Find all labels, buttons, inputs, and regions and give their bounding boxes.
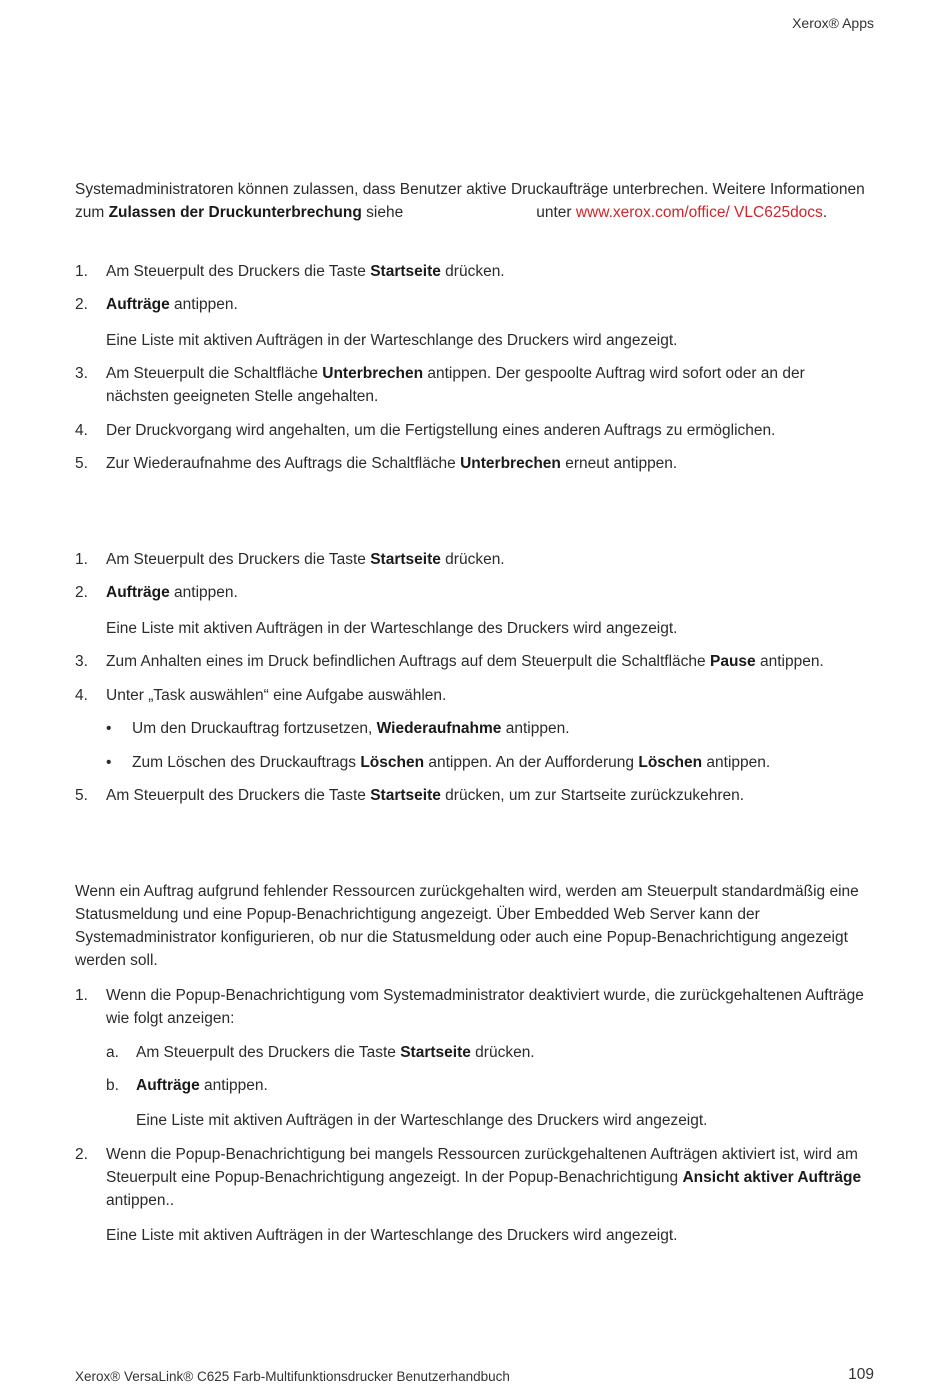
running-header: Xerox® Apps	[792, 15, 874, 31]
section3-step-1b-note: Eine Liste mit aktiven Aufträgen in der Warteschlange des Druckers wird angezeigt.	[136, 1112, 708, 1129]
term-home: Startseite	[400, 1044, 471, 1061]
intro-paragraph: Systemadministratoren können zulassen, dass Benutzer aktive Druckaufträge unterbrechen. Weitere Informationen zum Zulassen der Druckunterbrechung siehe unter www.xerox.com/office/ VLC625docs.	[75, 181, 865, 221]
term-interrupt: Unterbrechen	[460, 455, 561, 472]
section2-step-2-note: Eine Liste mit aktiven Aufträgen in der Warteschlange des Druckers wird angezeigt.	[106, 620, 678, 637]
section2-step-5: 5. Am Steuerpult des Druckers die Taste Startseite drücken, um zur Startseite zurückzukehren.	[75, 787, 745, 804]
term-interrupt: Unterbrechen	[322, 365, 424, 382]
section2-step-1: 1. Am Steuerpult des Druckers die Taste Startseite drücken.	[75, 551, 505, 568]
section3-step-2-note: Eine Liste mit aktiven Aufträgen in der Warteschlange des Druckers wird angezeigt.	[106, 1227, 678, 1244]
term-allow-interrupt: Zulassen der Druckunterbrechung	[108, 204, 362, 221]
section2-bullet-2: • Zum Löschen des Druckauftrags Löschen antippen. An der Aufforderung Löschen antippen.	[75, 751, 865, 774]
section1-step-4: 4. Der Druckvorgang wird angehalten, um die Fertigstellung eines anderen Auftrags zu ermöglichen.	[75, 422, 776, 439]
section2-step-4: 4. Unter „Task auswählen“ eine Aufgabe auswählen.	[75, 687, 447, 704]
section1-step-5: 5. Zur Wiederaufnahme des Auftrags die Schaltfläche Unterbrechen erneut antippen.	[75, 455, 678, 472]
section3-step-1: 1. Wenn die Popup-Benachrichtigung vom Systemadministrator deaktiviert wurde, die zurückgehaltenen Aufträge wie folgt anzeigen:	[75, 987, 864, 1027]
term-delete: Löschen	[638, 754, 703, 771]
section2-step-3: 3. Zum Anhalten eines im Druck befindlichen Auftrags auf dem Steuerpult die Schaltfläche Pause antippen.	[75, 653, 824, 670]
section1-step-1: 1. Am Steuerpult des Druckers die Taste Startseite drücken.	[75, 263, 505, 280]
docs-link[interactable]: www.xerox.com/office/ VLC625docs	[575, 204, 823, 221]
term-jobs: Aufträge	[106, 584, 170, 601]
term-home: Startseite	[370, 787, 441, 804]
section3-step-1a: a. Am Steuerpult des Druckers die Taste Startseite drücken.	[106, 1044, 535, 1061]
section3-intro: Wenn ein Auftrag aufgrund fehlender Ressourcen zurückgehalten wird, werden am Steuerpult standardmäßig eine Statusmeldung und eine Popup-Benachrichtigung angezeigt. Über Embedded Web Server kann der Systemadministrator konfigurieren, ob nur die Statusmeldung oder auch eine Popup-Benachrichtigung angezeigt werden soll.	[75, 883, 859, 969]
page-number: 109	[848, 1366, 874, 1383]
section1-step-3: 3. Am Steuerpult die Schaltfläche Unterbrechen antippen. Der gespoolte Auftrag wird sofort oder an der nächsten geeigneten Stelle angehalten.	[75, 365, 805, 405]
term-pause: Pause	[709, 653, 756, 670]
footer-title: Xerox® VersaLink® C625 Farb-Multifunktionsdrucker Benutzerhandbuch	[75, 1369, 510, 1384]
section3-step-2: 2. Wenn die Popup-Benachrichtigung bei mangels Ressourcen zurückgehaltenen Aufträgen aktiviert ist, wird am Steuerpult eine Popup-Benachrichtigung angezeigt. In der Popup-Benachrichtigung Ansicht aktiver Aufträge antippen..	[75, 1146, 862, 1209]
section1-step-2-note: Eine Liste mit aktiven Aufträgen in der Warteschlange des Druckers wird angezeigt.	[106, 332, 678, 349]
term-home: Startseite	[370, 551, 441, 568]
section2-bullet-1: • Um den Druckauftrag fortzusetzen, Wiederaufnahme antippen.	[75, 717, 865, 740]
term-delete: Löschen	[360, 754, 425, 771]
section1-step-2: 2. Aufträge antippen.	[75, 296, 238, 313]
bullet-icon: •	[106, 754, 112, 771]
bullet-icon: •	[106, 720, 112, 737]
term-view-active-jobs: Ansicht aktiver Aufträge	[682, 1169, 862, 1186]
term-resume: Wiederaufnahme	[376, 720, 502, 737]
section-interrupt	[75, 178, 865, 224]
term-jobs: Aufträge	[136, 1077, 200, 1094]
term-home: Startseite	[370, 263, 441, 280]
section2-step-2: 2. Aufträge antippen.	[75, 584, 238, 601]
section3-step-1b: b. Aufträge antippen.	[106, 1077, 268, 1094]
term-jobs: Aufträge	[106, 296, 170, 313]
